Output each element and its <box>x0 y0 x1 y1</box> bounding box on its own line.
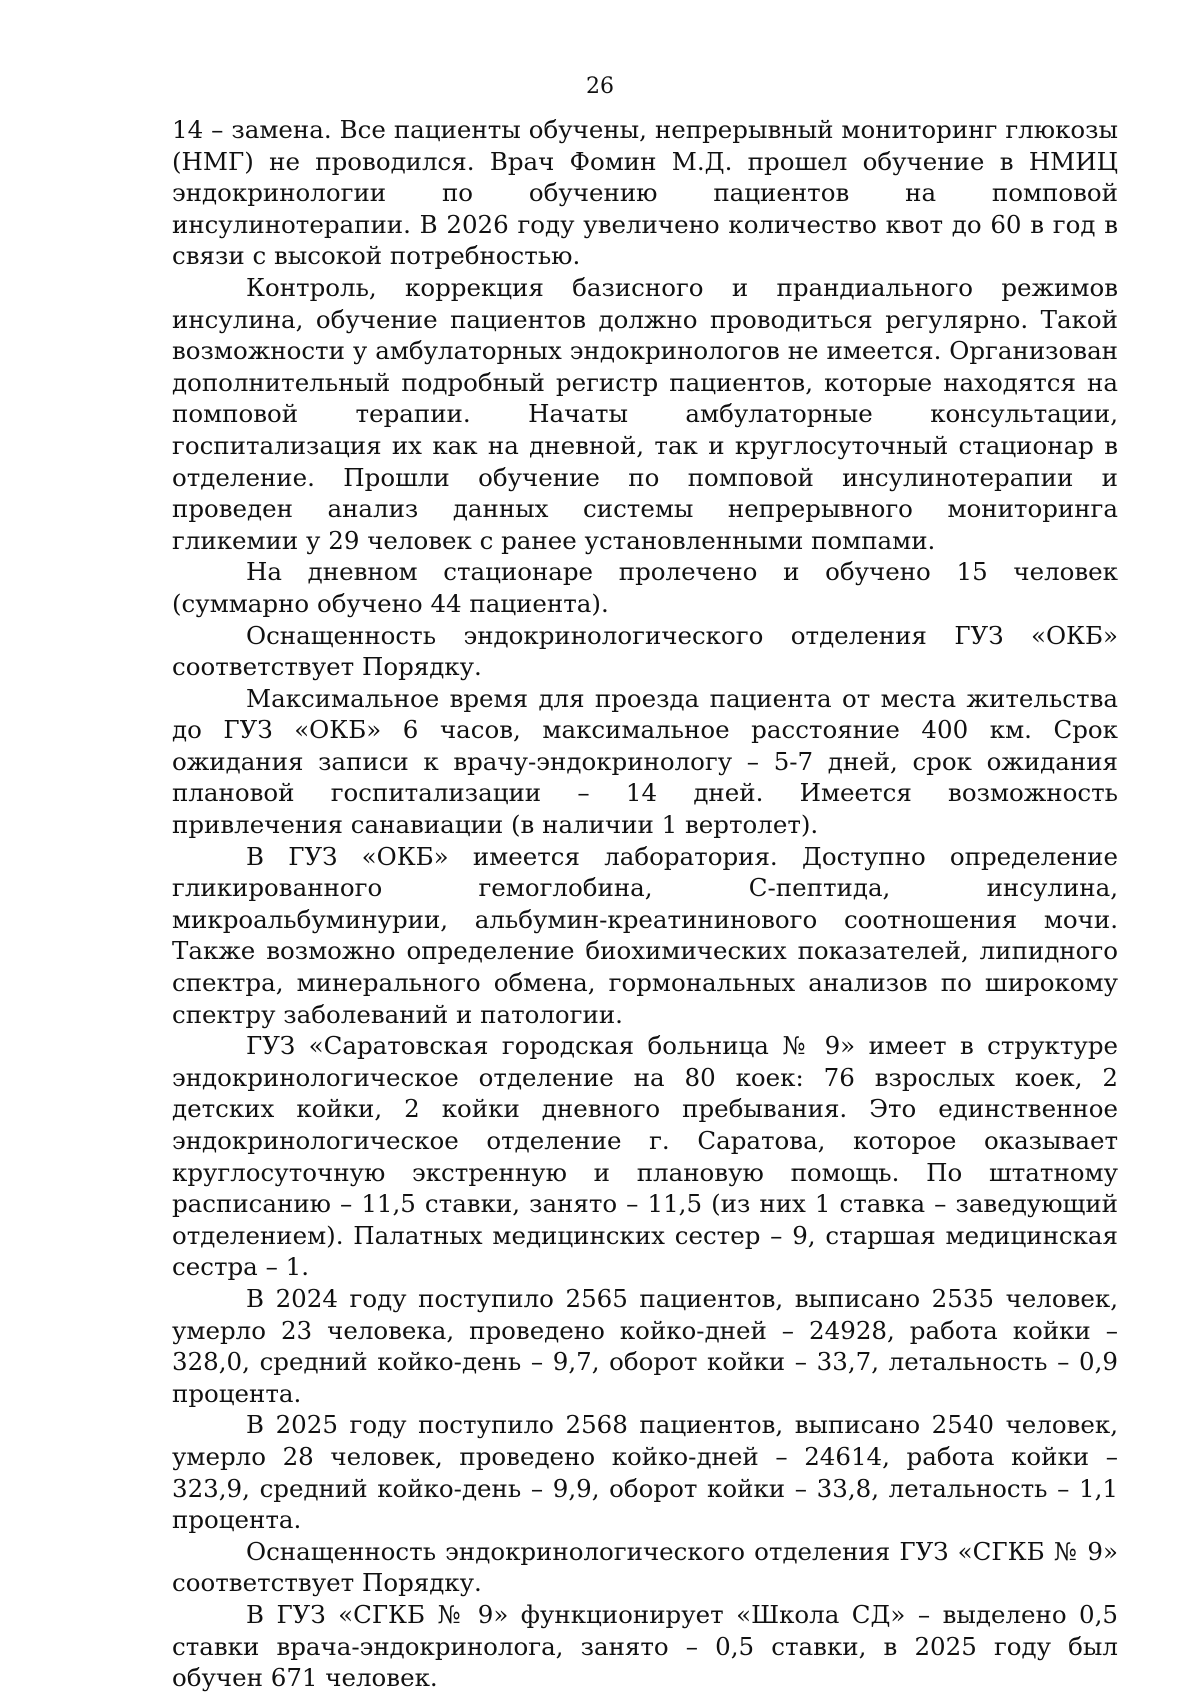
page-number: 26 <box>586 74 614 99</box>
paragraph-2025-stats: В 2025 году поступило 2568 пациентов, выписано 2540 человек, умерло 28 человек, проведено койко-дней – 24614, работа койки – 323,9, средний койко-день – 9,9, оборот койки – 33,8, летальность – 1,1 процента. <box>172 1410 1118 1535</box>
paragraph-okb-equipment: Оснащенность эндокринологического отделения ГУЗ «ОКБ» соответствует Порядку. <box>172 620 1118 682</box>
paragraph-diabetes-school: В ГУЗ «СГКБ № 9» функционирует «Школа СД» – выделено 0,5 ставки врача-эндокринолога, занято – 0,5 ставки, в 2025 году был обучен 671 человек. <box>172 1599 1118 1693</box>
paragraph-laboratory: В ГУЗ «ОКБ» имеется лаборатория. Доступно определение гликированного гемоглобина, С-пептида, инсулина, микроальбуминурии, альбумин-креатининового соотношения мочи. Также возможно определение биохимических показателей, липидного спектра, минерального обмена, гормональных анализов по широкому спектру заболеваний и патологии. <box>172 841 1118 1029</box>
paragraph-sgkb-equipment: Оснащенность эндокринологического отделения ГУЗ «СГКБ № 9» соответствует Порядку. <box>172 1536 1118 1598</box>
paragraph-hospital-9-structure: ГУЗ «Саратовская городская больница № 9» имеет в структуре эндокринологическое отделение на 80 коек: 76 взрослых коек, 2 детских койки, 2 койки дневного пребывания. Это единственное эндокринологическое отделение г. Саратова, которое оказывает круглосуточную экстренную и плановую помощь. По штатному расписанию – 11,5 ставки, занято – 11,5 (из них 1 ставка – заведующий отделением). Палатных медицинских сестер – 9, старшая медицинская сестра – 1. <box>172 1031 1118 1282</box>
paragraph-day-hospital: На дневном стационаре пролечено и обучено 15 человек (суммарно обучено 44 пациента). <box>172 557 1118 618</box>
document-body <box>172 114 1118 1694</box>
paragraph-2024-stats: В 2024 году поступило 2565 пациентов, выписано 2535 человек, умерло 23 человека, проведено койко-дней – 24928, работа койки – 328,0, средний койко-день – 9,7, оборот койки – 33,7, летальность – 0,9 процента. <box>172 1283 1118 1408</box>
paragraph-insulin-control: Контроль, коррекция базисного и прандиального режимов инсулина, обучение пациентов должно проводиться регулярно. Такой возможности у амбулаторных эндокринологов не имеется. Организован дополнительный подробный регистр пациентов, которые находятся на помповой терапии. Начаты амбулаторные консультации, госпитализация их как на дневной, так и круглосуточный стационар в отделение. Прошли обучение по помповой инсулинотерапии и проведен анализ данных системы непрерывного мониторинга гликемии у 29 человек с ранее установленными помпами. <box>172 272 1118 555</box>
paragraph-travel-time: Максимальное время для проезда пациента от места жительства до ГУЗ «ОКБ» 6 часов, максимальное расстояние 400 км. Срок ожидания записи к врачу-эндокринологу – 5-7 дней, срок ожидания плановой госпитализации – 14 дней. Имеется возможность привлечения санавиации (в наличии 1 вертолет). <box>172 683 1118 840</box>
paragraph-pump-training: 14 – замена. Все пациенты обучены, непрерывный мониторинг глюкозы (НМГ) не проводился. Врач Фомин М.Д. прошел обучение в НМИЦ эндокринологии по обучению пациентов на помповой инсулинотерапии. В 2026 году увеличено количество квот до 60 в год в связи с высокой потребностью. <box>172 115 1118 271</box>
